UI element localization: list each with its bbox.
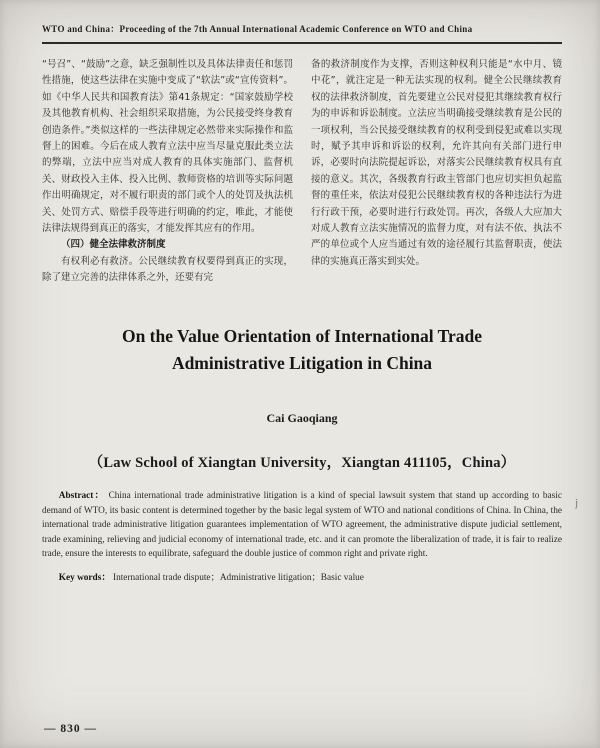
right-column [311,57,562,287]
left-column [42,57,293,287]
scan-margin-artifact: j [575,498,578,509]
author-affiliation: （Law School of Xiangtan University，Xiangtan 411105，China） [88,454,516,471]
keywords-label: Key words： [58,573,111,584]
left-column-paragraph-1: “号召”、“鼓励”之意，缺乏强制性以及具体法律责任和惩罚性措施，使这些法律在实施中变成了“软法”或“宣传资料”。如《中华人民共和国教育法》第41条规定：“国家鼓励学校及其他教育机构、社会组织采取措施，为公民接受终身教育创造条件。”类似这样的一些法律规定必然带来实际操作和监督上的困难。今后在成人教育立法中应当尽量克服此类立法的弊端，立法中应当对成人教育的具体实施部门、监督机关、财政投入主体、投入比例、教师资格的培训等实际问题作出明确规定，对不履行职责的部门或个人的处罚及执法机关、处罚方式、赔偿手段等进行明确的约定，唯此，才能使法律法规得到真正的落实，才能发挥其应有的作用。 [42,59,293,235]
right-column-paragraph-1: 备的救济制度作为支撑，否则这种权利只能是“水中月、镜中花”，就注定是一种无法实现的权利。健全公民继续教育权的法律救济制度，首先要建立公民对侵犯其继续教育权行为的申诉和诉讼制度。立法应当明确接受继续教育是公民的一项权利，当公民接受继续教育的权利受到侵犯或难以实现时，赋予其申诉和诉讼的权利，允许其向有关部门进行申诉，必要时向法院提起诉讼，对落实公民继续教育权具有直接的意义。其次，各级教育行政主管部门也应切实担负起监督的重任来，依法对侵犯公民继续教育权的各种违法行为进行行政干预，必要时进行行政处罚。再次，各级人大应加大对成人教育立法实施情况的监督力度，对有法不依、执法不严的单位或个人应当通过有效的途径履行其监督职责，使法律的实施真正落实到实处。 [311,59,562,267]
article-title-line-2: Administrative Litigation in China [171,352,433,373]
abstract-paragraph [42,489,562,562]
abstract-label: Abstract： [58,490,106,501]
abstract-text: China international trade administrative litigation is a kind of special lawsuit system that stand up according to basic demand of WTO, its basic content is determined together by the basic legal system of WTO and national conditions of China. In China, the international trade administrative litigation guarantees implementation of WTO agreement, the administrative dispute judicial settlement, trade examining, relieving and judicial economy of international trade, etc. and it can promote the liberalization of trade, it is fair to realize trade, ensure the interests to equilibrate, safeguard the double justice of common right and private right. [42,490,562,560]
article-title-line-1: On the Value Orientation of International Trade [121,325,483,346]
page-number: — 830 — [44,723,97,735]
keywords-text: International trade dispute；Administrative litigation；Basic value [112,573,364,584]
article-title [42,323,562,377]
left-column-paragraph-2: 有权利必有救济。公民继续教育权要得到真正的实现，除了建立完善的法律体系之外，还要有完 [42,255,293,284]
chinese-body-columns [42,57,562,287]
keywords-line [42,571,562,586]
author-name: Cai Gaoqiang [266,410,338,425]
running-head: WTO and China：Proceeding of the 7th Annual International Academic Conference on WTO and China [42,22,562,44]
section-subheading: （四）健全法律救济制度 [61,239,166,251]
